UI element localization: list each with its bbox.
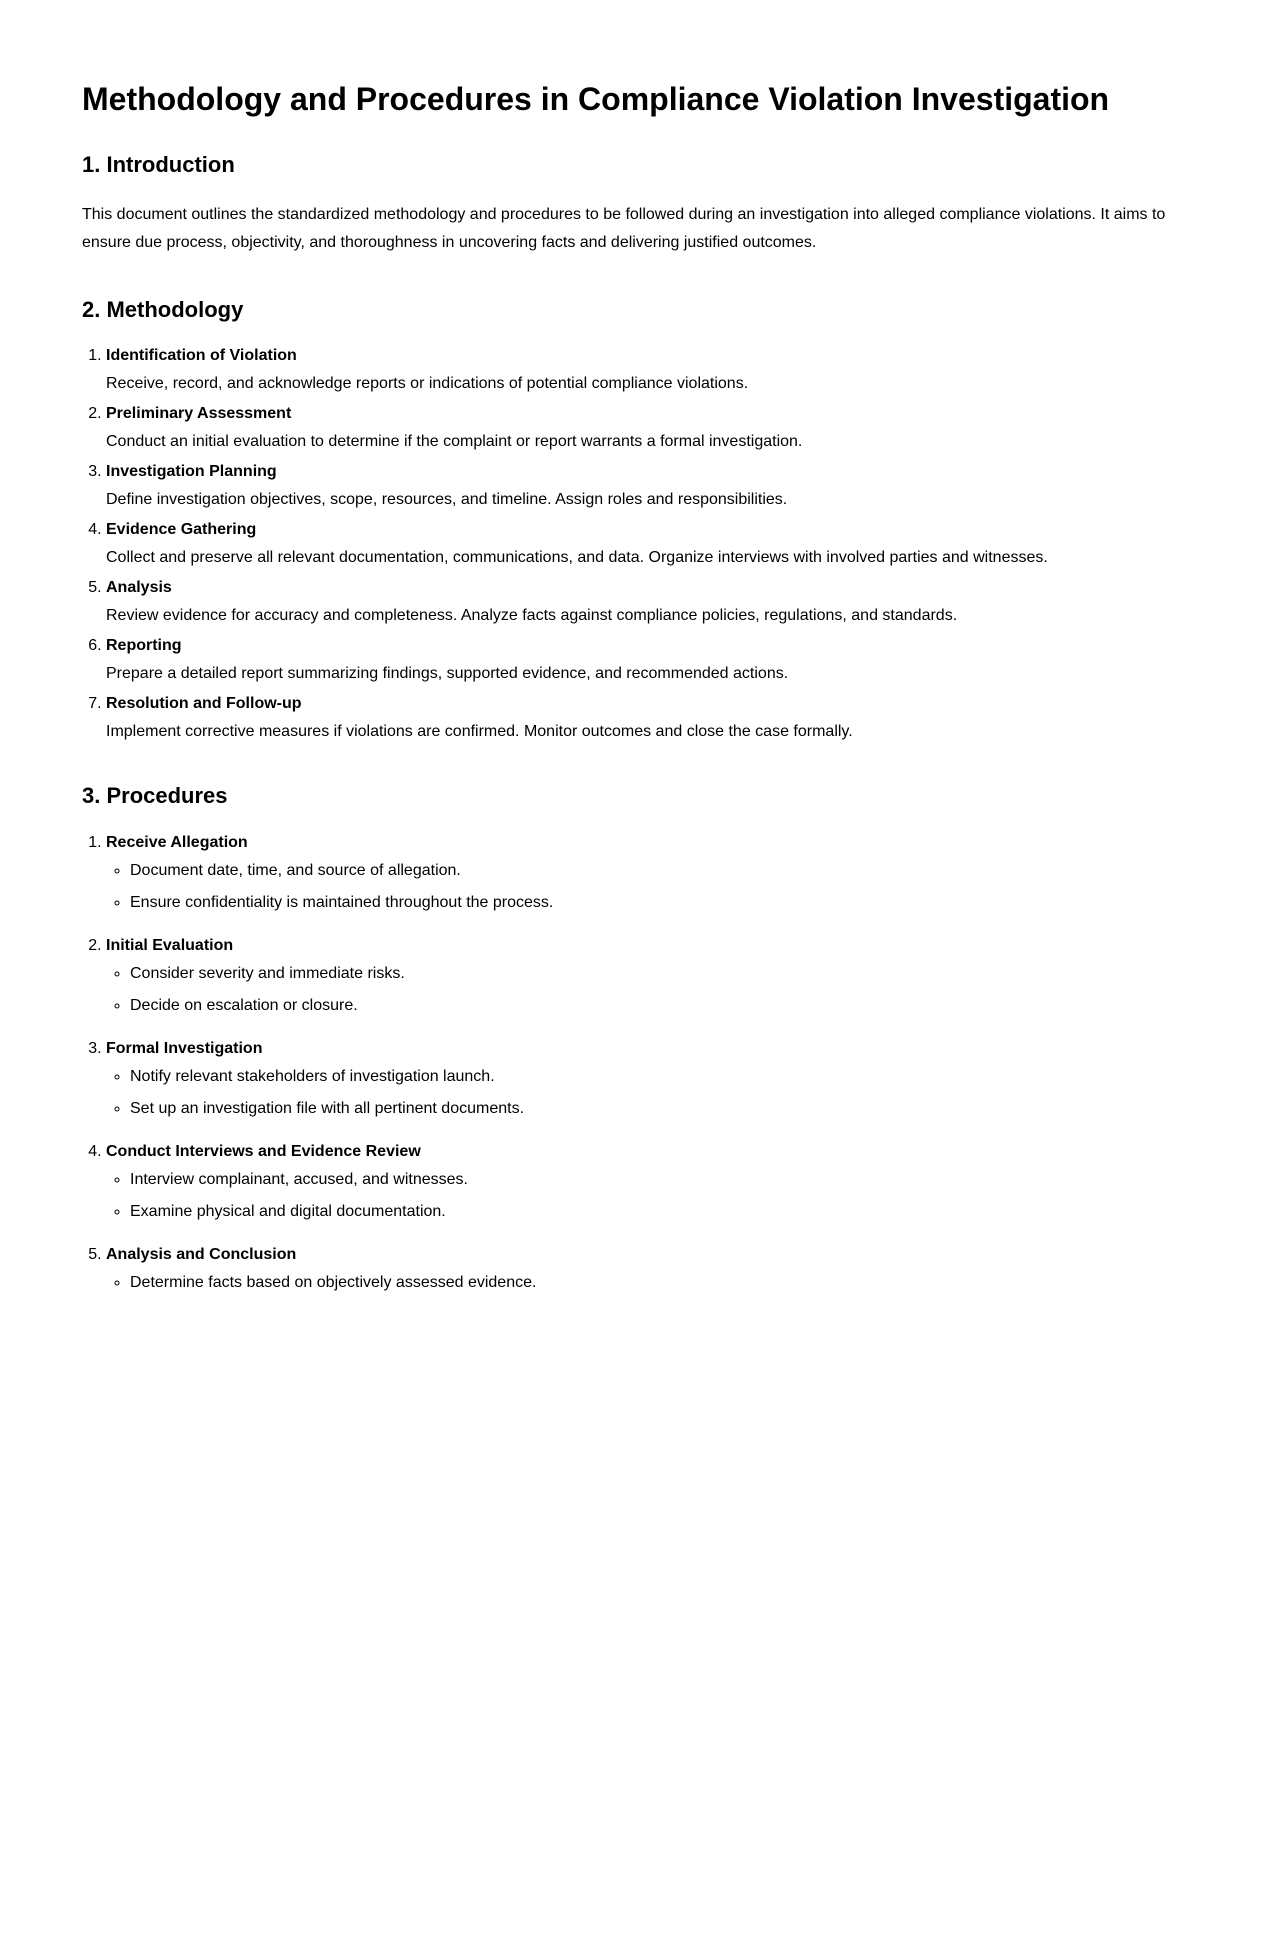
methodology-section — [82, 297, 1181, 743]
procedure-title: 5. Analysis and Conclusion — [106, 1245, 297, 1263]
procedure-point: ◦ Interview complainant, accused, and witnesses. — [130, 1170, 1181, 1190]
step-title: 4. Evidence Gathering — [106, 521, 257, 539]
procedure-title: 4. Conduct Interviews and Evidence Review — [106, 1142, 421, 1160]
procedure-item — [106, 1141, 1181, 1222]
step-description: Define investigation objectives, scope, resources, and timeline. Assign roles and responsibilities. — [106, 491, 788, 509]
methodology-step — [106, 635, 1181, 685]
procedure-point: ◦ Document date, time, and source of allegation. — [130, 861, 1181, 881]
step-title: 6. Reporting — [106, 637, 182, 655]
methodology-step — [106, 693, 1181, 743]
methodology-step — [106, 403, 1181, 453]
step-title: 7. Resolution and Follow-up — [106, 695, 302, 713]
procedure-points — [106, 964, 1181, 1016]
procedure-title: 3. Formal Investigation — [106, 1039, 263, 1057]
procedure-item — [106, 935, 1181, 1016]
step-description: Implement corrective measures if violations are confirmed. Monitor outcomes and close the case formally. — [106, 723, 853, 741]
procedure-point: ◦ Examine physical and digital documentation. — [130, 1202, 1181, 1222]
step-description: Receive, record, and acknowledge reports or indications of potential compliance violations. — [106, 375, 749, 393]
step-title: 5. Analysis — [106, 579, 172, 597]
step-description: Review evidence for accuracy and completeness. Analyze facts against compliance policies, regulations, and standards. — [106, 607, 958, 625]
procedures-section — [82, 783, 1181, 1292]
procedure-points — [106, 861, 1181, 913]
procedures-list — [82, 832, 1181, 1293]
procedure-points — [106, 1273, 1181, 1293]
procedures-heading: 3. Procedures — [82, 783, 228, 809]
methodology-step — [106, 345, 1181, 395]
procedure-point: ◦ Ensure confidentiality is maintained throughout the process. — [130, 893, 1181, 913]
procedure-item — [106, 832, 1181, 913]
procedure-point: ◦ Decide on escalation or closure. — [130, 996, 1181, 1016]
introduction-section — [82, 152, 1181, 256]
procedure-point: ◦ Determine facts based on objectively assessed evidence. — [130, 1273, 1181, 1293]
methodology-step — [106, 461, 1181, 511]
introduction-text: This document outlines the standardized methodology and procedures to be followed during an investigation into alleged compliance violations. It aims to ensure due process, objectivity, and thoroughness in uncovering facts and delivering justified outcomes. — [82, 205, 1166, 251]
methodology-list — [82, 345, 1181, 743]
document-title: Methodology and Procedures in Compliance Violation Investigation — [82, 81, 1110, 117]
step-description: Prepare a detailed report summarizing findings, supported evidence, and recommended actions. — [106, 665, 789, 683]
procedure-title: 1. Receive Allegation — [106, 833, 248, 851]
step-description: Conduct an initial evaluation to determine if the complaint or report warrants a formal investigation. — [106, 433, 803, 451]
procedure-item — [106, 1244, 1181, 1293]
introduction-heading: 1. Introduction — [82, 152, 235, 178]
procedure-point: ◦ Set up an investigation file with all pertinent documents. — [130, 1099, 1181, 1119]
methodology-step — [106, 519, 1181, 569]
procedure-item — [106, 1038, 1181, 1119]
methodology-heading: 2. Methodology — [82, 296, 244, 322]
procedure-points — [106, 1170, 1181, 1222]
procedure-points — [106, 1067, 1181, 1119]
procedure-point: ◦ Consider severity and immediate risks. — [130, 964, 1181, 984]
step-title: 2. Preliminary Assessment — [106, 405, 292, 423]
methodology-step — [106, 577, 1181, 627]
step-title: 3. Investigation Planning — [106, 463, 277, 481]
step-title: 1. Identification of Violation — [106, 347, 297, 365]
procedure-title: 2. Initial Evaluation — [106, 936, 234, 954]
procedure-point: ◦ Notify relevant stakeholders of investigation launch. — [130, 1067, 1181, 1087]
step-description: Collect and preserve all relevant documentation, communications, and data. Organize interviews with involved parties and witnesses. — [106, 549, 1048, 567]
